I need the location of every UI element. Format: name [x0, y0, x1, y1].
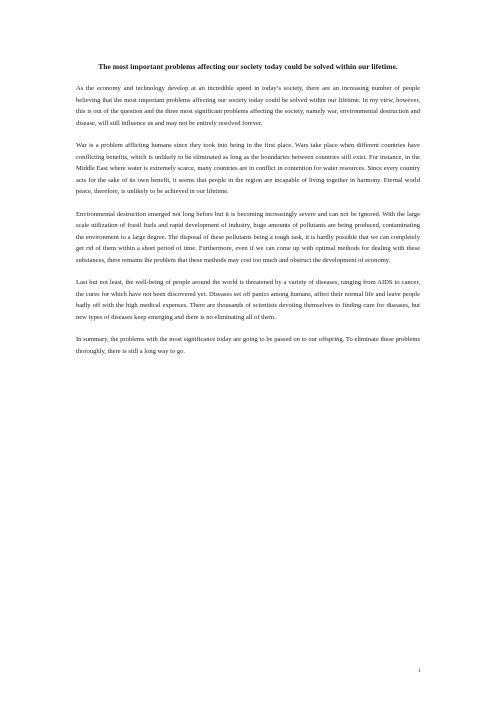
document-body — [76, 62, 420, 368]
paragraph-disease: Last but not least, the well-being of people around the world is threatened by a variety of diseases, ranging from AIDS to cancer, the cures for which have not been discovered yet. Diseases set off panics among humans, affect their normal life and leave people badly off with the high medical expenses. There are thousands of scientists devoting themselves to finding cure for diseases, but new types of diseases keep emerging and there is no eliminating all of them. — [76, 279, 420, 321]
paragraph-summary: In summary, the problems with the most significance today are going to be passed on to our offspring. To eliminate these problems thoroughly, there is still a long way to go. — [76, 336, 420, 355]
paragraph-war: War is a problem afflicting humans since they took into being in the first place. Wars take place when different countries have conflicting benefits, which is unlikely to be eliminated as long as the boundaries between countries still exist. For instance, in the Middle East where water is extremely scarce, many countries are in conflict in contention for water resources. Since every country acts for the sake of its own benefit, it seems that people in the region are incapable of living together in harmony. Eternal world peace, therefore, is unlikely to be achieved in our lifetime. — [76, 142, 420, 195]
page-number: 1 — [418, 668, 421, 674]
paragraph-environment: Environmental destruction emerged not long before but it is becoming increasingly severe and can not be ignored. With the large scale utilization of fossil fuels and rapid development of industry, huge amounts of pollutants are being produced, contaminating the environment to a large degree. The disposal of these pollutants being a tough task, it is hardly possible that we can completely get rid of them within a short period of time. Furthermore, even if we can come up with optimal methods for dealing with these substances, there remains the problem that these methods may cost too much and obstruct the development of economy. — [76, 210, 420, 264]
paragraph-introduction: As the economy and technology develop at an incredible speed in today’s society, there are an increasing number of people believing that the most important problems affecting our society today could be solved within our lifetime. In my view, however, this is out of the question and the three most significant problems affecting the society, namely war, environmental destruction and disease, will still influence us and may not be entirely resolved forever. — [76, 85, 420, 127]
document-title: The most important problems affecting our society today could be solved within our lifetime. — [98, 62, 398, 71]
